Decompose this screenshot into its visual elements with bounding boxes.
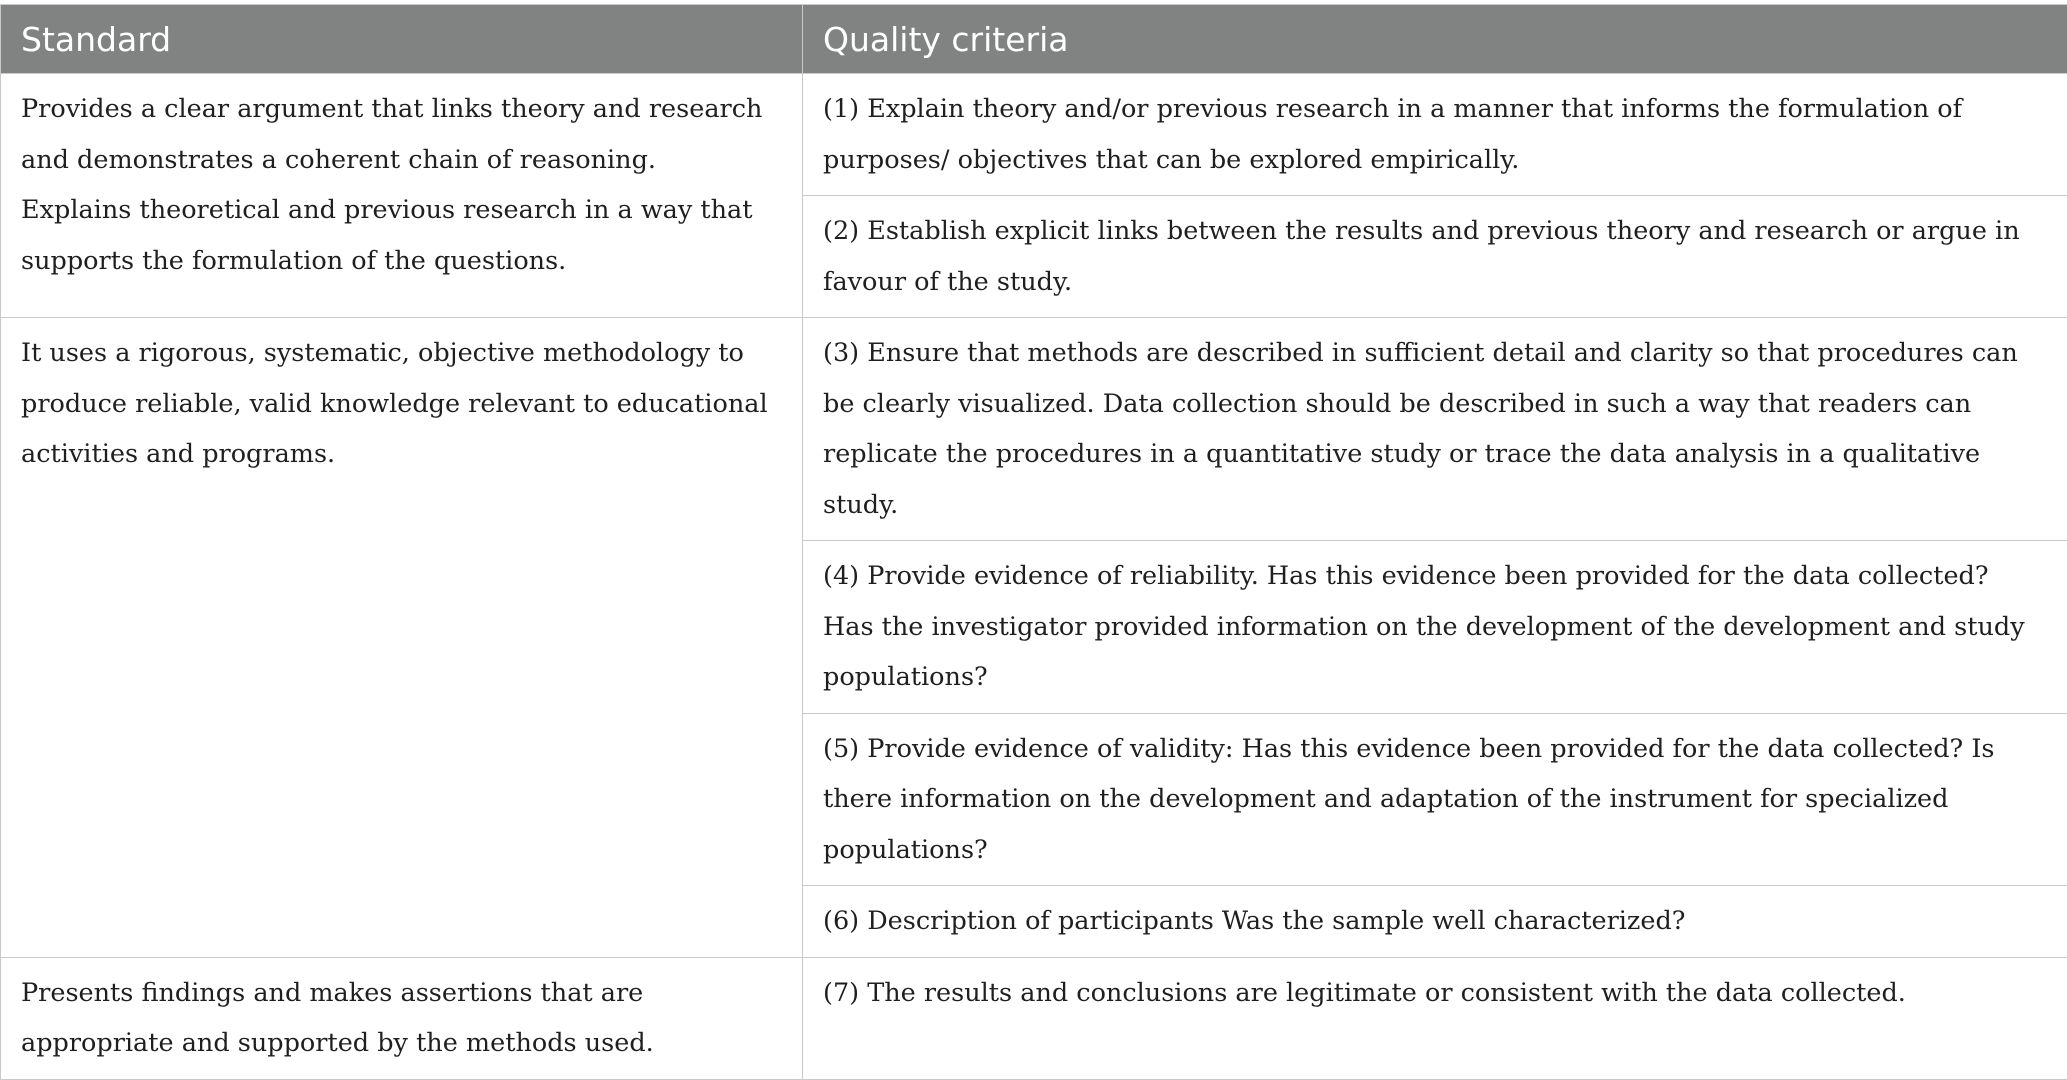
criterion-cell-5: (5) Provide evidence of validity: Has this evidence been provided for the data collected? Is there information on the development and adaptation of the instrument for specialized populations? [803,713,2067,886]
table-row [1,318,2067,541]
criterion-cell-4: (4) Provide evidence of reliability. Has this evidence been provided for the data collected? Has the investigator provided information on the development of the development and study populations? [803,541,2067,714]
table-header [1,5,2067,74]
header-standard: Standard [1,5,803,74]
header-quality-criteria: Quality criteria [803,5,2067,74]
criterion-cell-1: (1) Explain theory and/or previous research in a manner that informs the formulation of purposes/ objectives that can be explored empirically. [803,74,2067,196]
table-body [1,74,2067,1080]
table-row [1,74,2067,196]
criterion-cell-2: (2) Establish explicit links between the results and previous theory and research or argue in favour of the study. [803,196,2067,318]
quality-criteria-table-container [0,4,2067,1080]
quality-criteria-table [0,4,2067,1080]
standard-cell-3: Presents findings and makes assertions that are appropriate and supported by the methods used. [1,957,803,1079]
standard-cell-2: It uses a rigorous, systematic, objective methodology to produce reliable, valid knowledge relevant to educational activities and programs. [1,318,803,958]
criterion-cell-7: (7) The results and conclusions are legitimate or consistent with the data collected. [803,957,2067,1079]
criterion-cell-3: (3) Ensure that methods are described in sufficient detail and clarity so that procedures can be clearly visualized. Data collection should be described in such a way that readers can replicate the procedures in a quantitative study or trace the data analysis in a qualitative study. [803,318,2067,541]
header-row [1,5,2067,74]
criterion-cell-6: (6) Description of participants Was the sample well characterized? [803,886,2067,958]
table-row [1,957,2067,1079]
standard-cell-1: Provides a clear argument that links theory and research and demonstrates a coherent chain of reasoning. Explains theoretical and previous research in a way that supports the formulation of the questions. [1,74,803,318]
